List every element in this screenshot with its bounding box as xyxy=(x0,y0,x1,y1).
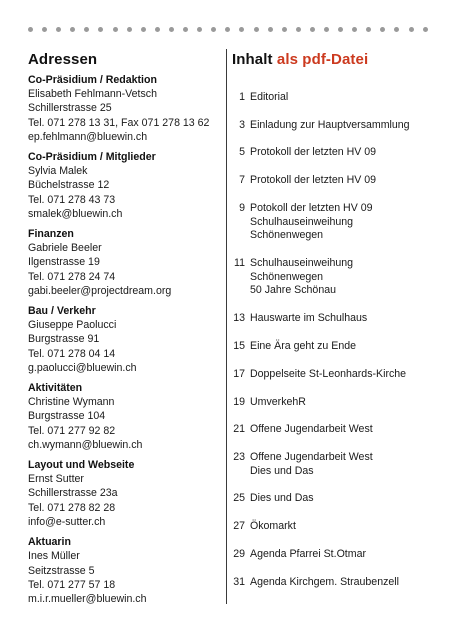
toc-page-number: 1 xyxy=(239,91,245,103)
toc-title xyxy=(250,368,406,382)
address-line: Tel. 071 278 13 31, Fax 071 278 13 62 xyxy=(28,116,210,129)
toc-title xyxy=(250,174,376,188)
toc-entry[interactable] xyxy=(232,576,399,590)
rule-dot xyxy=(155,27,160,32)
toc-entry[interactable] xyxy=(232,340,356,354)
toc-page-number: 27 xyxy=(233,520,245,532)
section-title: Aktuarin xyxy=(28,536,71,549)
toc-page-number: 5 xyxy=(239,146,245,158)
toc-entry[interactable] xyxy=(232,119,410,133)
toc-page-number: 3 xyxy=(239,119,245,131)
rule-dot xyxy=(113,27,118,32)
rule-dot xyxy=(380,27,385,32)
section-title: Layout und Webseite xyxy=(28,459,135,472)
address-line: Tel. 071 277 92 82 xyxy=(28,424,116,437)
email-link[interactable]: smalek@bluewin.ch xyxy=(28,207,123,220)
toc-title-line: Doppelseite St-Leonhards-Kirche xyxy=(250,368,407,380)
rule-dot xyxy=(56,27,61,32)
toc-title-line: Offene Jugendarbeit West xyxy=(250,423,373,435)
section-title: Aktivitäten xyxy=(28,382,83,395)
email-link[interactable]: gabi.beeler@projectdream.org xyxy=(28,284,172,297)
address-line: Seitzstrasse 5 xyxy=(28,564,95,577)
toc-title-line: Schulhauseinweihung xyxy=(250,215,354,228)
rule-dot xyxy=(409,27,414,32)
toc-title-line: Hauswarte im Schulhaus xyxy=(250,312,368,324)
rule-dot xyxy=(423,27,428,32)
toc-entry[interactable] xyxy=(232,451,373,478)
toc-entry[interactable] xyxy=(232,368,406,382)
toc-title xyxy=(250,146,376,160)
rule-dot xyxy=(183,27,188,32)
toc-title-line: Einladung zur Hauptversammlung xyxy=(250,119,410,131)
address-section xyxy=(28,150,224,221)
toc-page-number: 31 xyxy=(233,576,245,588)
toc-title-line: Schönenwegen xyxy=(250,270,324,283)
rule-dot xyxy=(197,27,202,32)
address-section xyxy=(28,535,224,606)
toc-title xyxy=(250,202,373,243)
toc-title xyxy=(250,340,356,354)
toc-title-line: Schulhauseinweihung xyxy=(250,257,354,269)
rule-dot xyxy=(310,27,315,32)
address-line: Burgstrasse 104 xyxy=(28,410,106,423)
toc-entry[interactable] xyxy=(232,396,306,410)
rule-dot xyxy=(268,27,273,32)
rule-dot xyxy=(324,27,329,32)
toc-title xyxy=(250,119,410,133)
toc-page-number: 19 xyxy=(233,396,245,408)
toc-entry[interactable] xyxy=(232,257,353,298)
address-line: Büchelstrasse 12 xyxy=(28,179,110,192)
toc-page-number: 7 xyxy=(239,174,245,186)
toc-entry[interactable] xyxy=(232,174,376,188)
toc-entry[interactable] xyxy=(232,312,367,326)
address-line: Ernst Sutter xyxy=(28,473,84,486)
toc-entry[interactable] xyxy=(232,91,288,105)
rule-dot xyxy=(98,27,103,32)
rule-dot xyxy=(127,27,132,32)
toc-title-line: Editorial xyxy=(250,91,289,103)
column-divider xyxy=(226,49,227,604)
section-title: Bau / Verkehr xyxy=(28,305,96,318)
rule-dot xyxy=(169,27,174,32)
email-link[interactable]: ch.wymann@bluewin.ch xyxy=(28,438,143,451)
toc-page-number: 17 xyxy=(233,368,245,380)
toc-title xyxy=(250,576,399,590)
toc-title xyxy=(250,91,288,105)
contents-heading-main: Inhalt xyxy=(232,51,273,68)
address-line: Tel. 071 277 57 18 xyxy=(28,578,116,591)
dotted-rule xyxy=(28,27,428,33)
rule-dot xyxy=(282,27,287,32)
rule-dot xyxy=(70,27,75,32)
toc-page-number: 13 xyxy=(233,312,245,324)
toc-title-line: Dies und Das xyxy=(250,492,314,504)
address-line: Giuseppe Paolucci xyxy=(28,319,117,332)
email-link[interactable]: m.i.r.mueller@bluewin.ch xyxy=(28,592,147,605)
toc-title xyxy=(250,451,373,478)
address-line: Tel. 071 278 82 28 xyxy=(28,501,116,514)
toc-page-number: 29 xyxy=(233,548,245,560)
toc-title xyxy=(250,396,306,410)
toc-page-number: 23 xyxy=(233,451,245,463)
address-section xyxy=(28,73,224,144)
toc-entry[interactable] xyxy=(232,423,373,437)
contents-column xyxy=(232,51,442,588)
address-line: Tel. 071 278 24 74 xyxy=(28,270,116,283)
rule-dot xyxy=(254,27,259,32)
toc-title-line: Dies und Das xyxy=(250,464,314,477)
toc-title-line: Ökomarkt xyxy=(250,520,296,532)
toc-title-line: UmverkehR xyxy=(250,396,306,408)
address-line: Ines Müller xyxy=(28,550,80,563)
email-link[interactable]: info@e-sutter.ch xyxy=(28,515,106,528)
toc-entry[interactable] xyxy=(232,520,296,534)
address-list xyxy=(28,73,224,606)
rule-dot xyxy=(239,27,244,32)
rule-dot xyxy=(366,27,371,32)
toc-page-number: 25 xyxy=(233,492,245,504)
address-line: Christine Wymann xyxy=(28,396,115,409)
email-link[interactable]: g.paolucci@bluewin.ch xyxy=(28,361,137,374)
address-line: Schillerstrasse 23a xyxy=(28,487,118,500)
toc-title-line: Schönenwegen xyxy=(250,229,324,241)
toc-page-number: 21 xyxy=(233,423,245,435)
address-line: Ilgenstrasse 19 xyxy=(28,256,100,269)
toc-title-line: Potokoll der letzten HV 09 xyxy=(250,202,373,214)
toc-entry[interactable] xyxy=(232,146,376,160)
address-line: Sylvia Malek xyxy=(28,165,88,178)
contents-heading-accent: als pdf-Datei xyxy=(276,51,369,68)
rule-dot xyxy=(296,27,301,32)
rule-dot xyxy=(394,27,399,32)
toc-entry[interactable] xyxy=(232,202,373,243)
rule-dot xyxy=(141,27,146,32)
address-section xyxy=(28,381,224,452)
toc-title-line: Offene Jugendarbeit West xyxy=(250,451,373,463)
toc-title xyxy=(250,257,353,298)
toc-title xyxy=(250,492,314,506)
addresses-column xyxy=(28,51,224,606)
toc-title-line: Eine Ära geht zu Ende xyxy=(250,340,357,352)
toc-page-number: 11 xyxy=(234,257,245,269)
section-title: Finanzen xyxy=(28,228,74,241)
address-line: Elisabeth Fehlmann-Vetsch xyxy=(28,88,157,101)
addresses-heading: Adressen xyxy=(28,51,98,68)
section-title: Co-Präsidium / Redaktion xyxy=(28,74,157,86)
rule-dot xyxy=(28,27,33,32)
address-line: Gabriele Beeler xyxy=(28,242,102,255)
toc-page-number: 9 xyxy=(239,202,245,214)
toc-entry[interactable] xyxy=(232,548,366,562)
toc-title-line: Agenda Pfarrei St.Otmar xyxy=(250,548,366,560)
toc-title xyxy=(250,312,367,326)
rule-dot xyxy=(42,27,47,32)
toc-title-line: 50 Jahre Schönau xyxy=(250,284,336,296)
contents-heading xyxy=(232,51,442,69)
toc-title-line: Protokoll der letzten HV 09 xyxy=(250,174,377,186)
address-section xyxy=(28,304,224,375)
rule-dot xyxy=(211,27,216,32)
section-title: Co-Präsidium / Mitglieder xyxy=(28,151,156,164)
email-link[interactable]: ep.fehlmann@bluewin.ch xyxy=(28,130,148,143)
address-section xyxy=(28,458,224,529)
toc-title-line: Protokoll der letzten HV 09 xyxy=(250,146,377,158)
rule-dot xyxy=(84,27,89,32)
toc-title xyxy=(250,520,296,534)
address-line: Burgstrasse 91 xyxy=(28,333,100,346)
rule-dot xyxy=(352,27,357,32)
address-line: Schillerstrasse 25 xyxy=(28,102,112,115)
toc-title xyxy=(250,548,366,562)
toc-title xyxy=(250,423,373,437)
rule-dot xyxy=(338,27,343,32)
toc-title-line: Agenda Kirchgem. Straubenzell xyxy=(250,576,399,588)
address-section xyxy=(28,227,224,298)
address-line: Tel. 071 278 43 73 xyxy=(28,193,116,206)
address-line: Tel. 071 278 04 14 xyxy=(28,347,116,360)
toc-entry[interactable] xyxy=(232,492,314,506)
toc-page-number: 15 xyxy=(233,340,245,352)
rule-dot xyxy=(225,27,230,32)
